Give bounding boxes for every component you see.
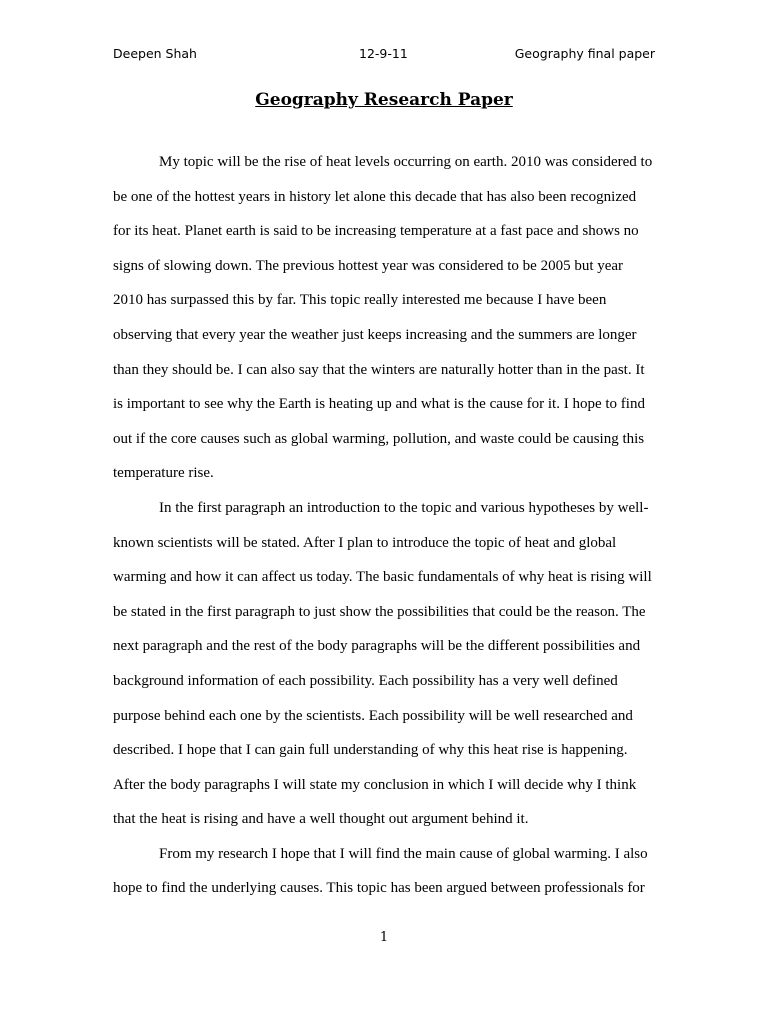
paragraph-2: In the first paragraph an introduction to the topic and various hypotheses by well-known scientists will be stated. After I plan to introduce the topic of heat and global warming and how it can affect us today. The basic fundamentals of why heat is rising will be stated in the first paragraph to just show the possibilities that could be the reason. The next paragraph and the rest of the body paragraphs will be the different possibilities and background information of each possibility. Each possibility has a very well defined purpose behind each one by the scientists. Each possibility will be well researched and described. I hope that I can gain full understanding of why this heat rise is happening. After the body paragraphs I will state my conclusion in which I will decide why I think that the heat is rising and have a well thought out argument behind it. — [113, 499, 652, 828]
header-course: Geography final paper — [514, 46, 655, 61]
document-body — [113, 145, 653, 906]
paragraph-1: My topic will be the rise of heat levels occurring on earth. 2010 was considered to be one of the hottest years in history let alone this decade that has also been recognized for its heat. Planet earth is said to be increasing temperature at a fast pace and shows no signs of slowing down. The previous hottest year was considered to be 2005 but year 2010 has surpassed this by far. This topic really interested me because I have been observing that every year the weather just keeps increasing and the summers are longer than they should be. I can also say that the winters are naturally hotter than in the past. It is important to see why the Earth is heating up and what is the cause for it. I hope to find out if the core causes such as global warming, pollution, and waste could be causing this temperature rise. — [113, 154, 653, 482]
header-author: Deepen Shah — [113, 46, 197, 61]
paragraph-3: From my research I hope that I will find the main cause of global warming. I also hope to find the underlying causes. This topic has been argued between professionals for — [113, 845, 648, 897]
header-date: 12-9-11 — [359, 46, 408, 61]
document-title: Geography Research Paper — [255, 90, 513, 110]
page-number: 1 — [379, 930, 389, 945]
page-header — [113, 46, 655, 66]
